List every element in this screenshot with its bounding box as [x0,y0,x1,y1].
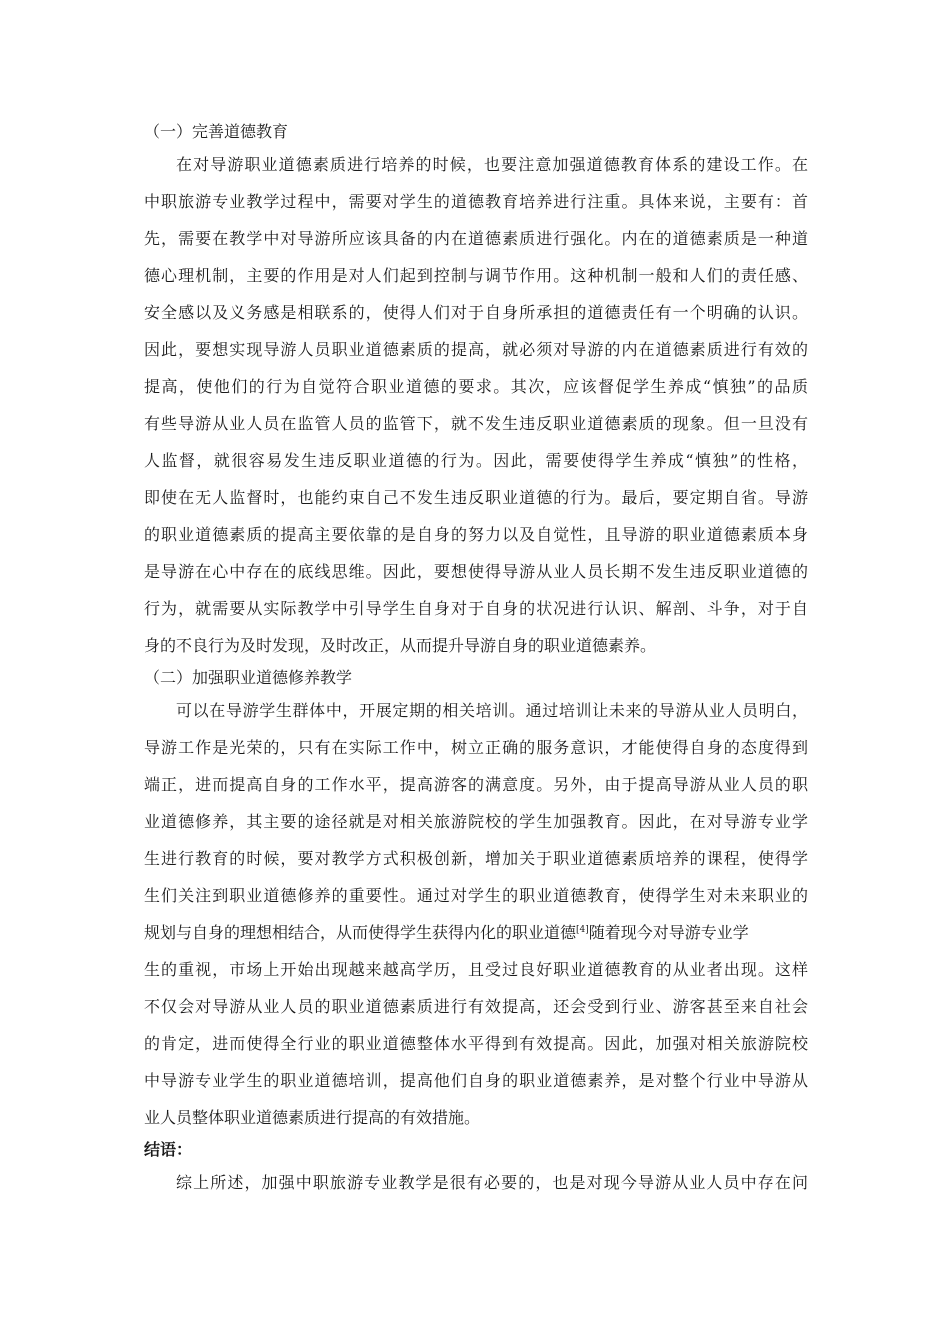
paragraph-line: 业人员整体职业道德素质进行提高的有效措施。 [144,1108,481,1127]
section-heading-1: （一）完善道德教育 [144,122,289,141]
paragraph-line: 中导游专业学生的职业道德培训，提高他们自身的职业道德素养，是对整个行业中导游从 [144,1071,808,1090]
paragraph-line: 提高，使他们的行为自觉符合职业道德的要求。其次，应该督促学生养成“慎独”的品质 [144,377,808,396]
paragraph-line: 生的重视，市场上开始出现越来越高学历，且受过良好职业道德教育的从业者出现。这样 [144,960,808,979]
paragraph-line: 即使在无人监督时，也能约束自己不发生违反职业道德的行为。最后，要定期自省。导游 [144,488,808,507]
document-page [144,118,808,1201]
paragraph-line: 是导游在心中存在的底线思维。因此，要想使得导游从业人员长期不发生违反职业道德的 [144,562,808,581]
paragraph-line: 行为，就需要从实际教学中引导学生自身对于自身的状况进行认识、解剖、斗争，对于自 [144,599,808,618]
citation-mark: [4] [576,925,589,935]
section-heading-2: （二）加强职业道德修养教学 [144,668,353,687]
paragraph-line: 因此，要想实现导游人员职业道德素质的提高，就必须对导游的内在道德素质进行有效的 [144,340,808,359]
paragraph-line-with-citation [144,914,808,951]
paragraph-line: 安全感以及义务感是相联系的，使得人们对于自身所承担的道德责任有一个明确的认识。 [144,303,808,322]
paragraph-text: 规划与自身的理想相结合，从而使得学生获得内化的职业道德 [144,923,577,942]
paragraph-line: 的职业道德素质的提高主要依靠的是自身的努力以及自觉性，且导游的职业道德素质本身 [144,525,808,544]
paragraph-line: 不仅会对导游从业人员的职业道德素质进行有效提高，还会受到行业、游客甚至来自社会 [144,997,808,1016]
paragraph-line: 中职旅游专业教学过程中，需要对学生的道德教育培养进行注重。具体来说，主要有：首 [144,192,808,211]
paragraph-line: 在对导游职业道德素质进行培养的时候，也要注意加强道德教育体系的建设工作。在 [176,155,808,174]
paragraph-line: 生进行教育的时候，要对教学方式积极创新，增加关于职业道德素质培养的课程，使得学 [144,849,808,868]
paragraph-line: 先，需要在教学中对导游所应该具备的内在道德素质进行强化。内在的道德素质是一种道 [144,229,808,248]
paragraph-line: 可以在导游学生群体中，开展定期的相关培训。通过培训让未来的导游从业人员明白， [176,701,808,720]
paragraph-line: 德心理机制，主要的作用是对人们起到控制与调节作用。这种机制一般和人们的责任感、 [144,266,808,285]
paragraph-line: 导游工作是光荣的，只有在实际工作中，树立正确的服务意识，才能使得自身的态度得到 [144,738,808,757]
paragraph-line: 业道德修养，其主要的途径就是对相关旅游院校的学生加强教育。因此，在对导游专业学 [144,812,808,831]
paragraph-line: 人监督，就很容易发生违反职业道德的行为。因此，需要使得学生养成“慎独”的性格， [144,451,808,470]
paragraph-line: 有些导游从业人员在监管人员的监管下，就不发生违反职业道德素质的现象。但一旦没有 [144,414,808,433]
paragraph-line: 综上所述，加强中职旅游专业教学是很有必要的，也是对现今导游从业人员中存在问 [176,1173,808,1192]
paragraph-line: 生们关注到职业道德修养的重要性。通过对学生的职业道德教育，使得学生对未来职业的 [144,886,808,905]
paragraph-line: 端正，进而提高自身的工作水平，提高游客的满意度。另外，由于提高导游从业人员的职 [144,775,808,794]
paragraph-text: 随着现今对导游专业学 [588,923,749,942]
paragraph-line: 的肯定，进而使得全行业的职业道德整体水平得到有效提高。因此，加强对相关旅游院校 [144,1034,808,1053]
conclusion-heading: 结语： [144,1140,193,1159]
paragraph-line: 身的不良行为及时发现，及时改正，从而提升导游自身的职业道德素养。 [144,636,657,655]
